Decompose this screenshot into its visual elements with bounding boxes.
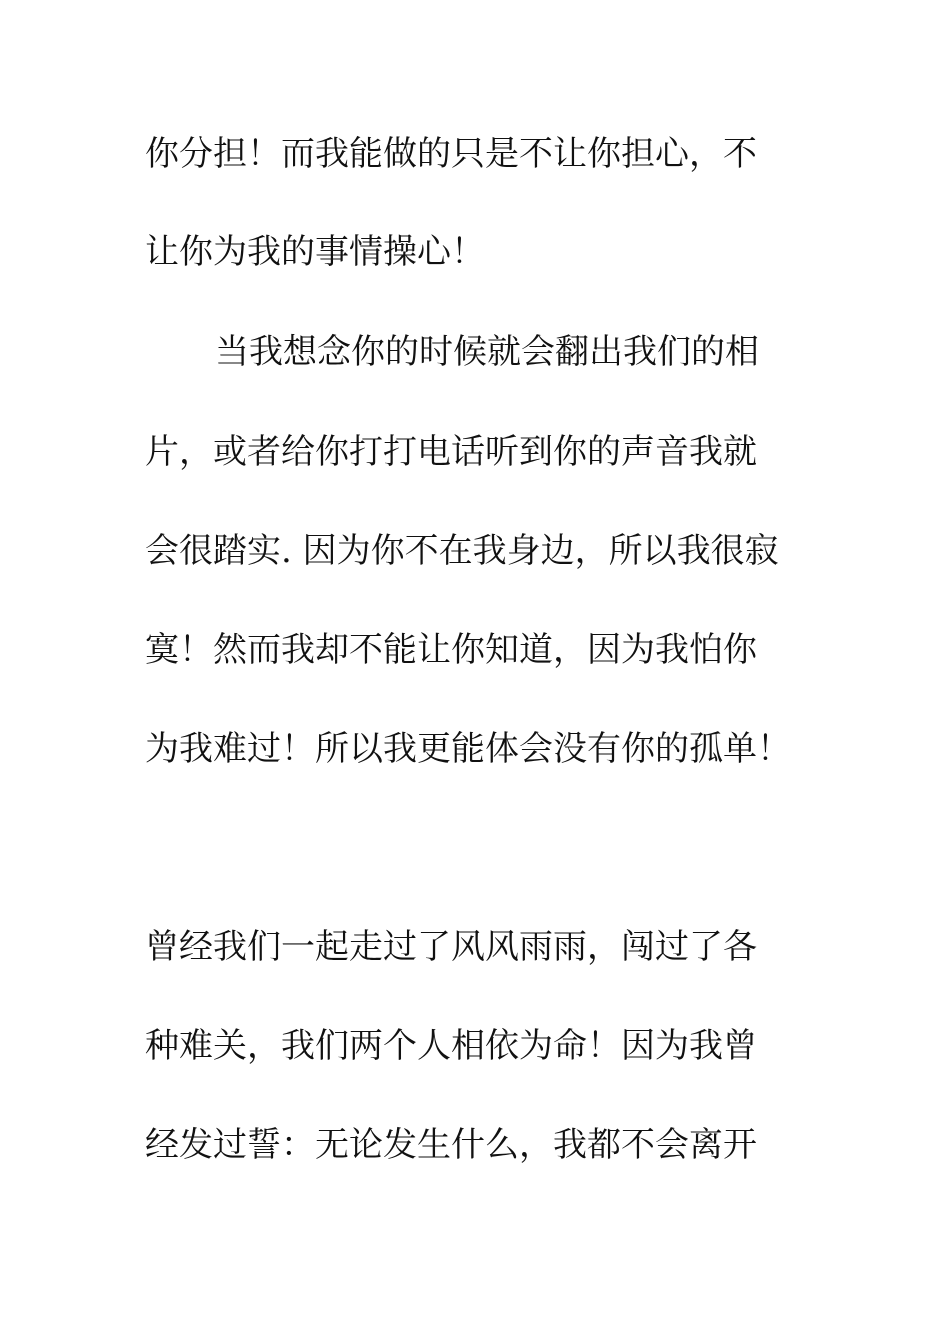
- text-line-content: 片，或者给你打打电话听到你的声音我就: [145, 432, 757, 472]
- text-line: [0, 1120, 950, 1170]
- text-line-content: 你分担！而我能做的只是不让你担心，不: [145, 134, 757, 174]
- text-line: [0, 129, 950, 179]
- text-line-content: 经发过誓：无论发生什么，我都不会离开: [145, 1125, 757, 1165]
- text-line: [0, 227, 950, 277]
- text-line: [0, 526, 950, 576]
- text-line-content: 为我难过！所以我更能体会没有你的孤单！: [145, 729, 791, 769]
- paragraph-first-line: [0, 922, 950, 972]
- text-line-content: 让你为我的事情操心！: [145, 232, 485, 272]
- text-line: [0, 724, 950, 774]
- text-line-content: 寞！然而我却不能让你知道，因为我怕你: [145, 630, 757, 670]
- text-line: [0, 1021, 950, 1071]
- text-line-content: 会很踏实. 因为你不在我身边，所以我很寂: [145, 531, 779, 571]
- text-line-content: 种难关，我们两个人相依为命！因为我曾: [145, 1026, 757, 1066]
- text-line: [0, 625, 950, 675]
- text-line-content: 当我想念你的时候就会翻出我们的相: [215, 332, 759, 372]
- text-line: [0, 427, 950, 477]
- text-line-content: 曾经我们一起走过了风风雨雨，闯过了各: [145, 927, 757, 967]
- paragraph-first-line: [0, 327, 950, 377]
